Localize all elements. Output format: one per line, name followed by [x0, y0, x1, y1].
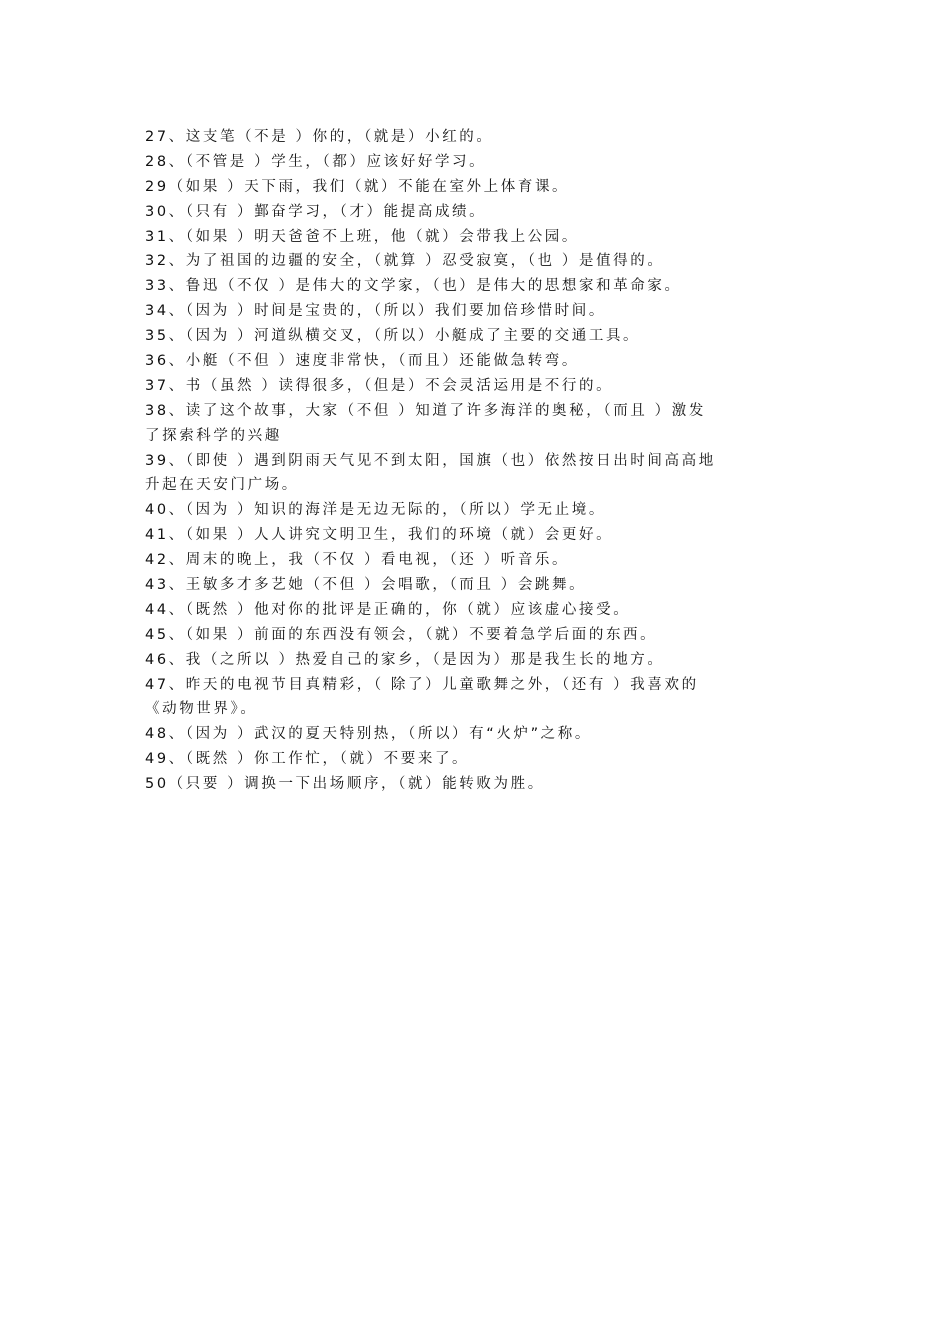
exercise-line-47-continued: 《动物世界》。	[145, 701, 258, 718]
exercise-line-46: 46、我（之所以 ）热爱自己的家乡，（是因为）那是我生长的地方。	[145, 651, 665, 668]
exercise-line-42: 42、周末的晚上，我（不仅 ）看电视，（还 ）听音乐。	[145, 552, 570, 569]
exercise-line-40: 40、（因为 ）知识的海洋是无边无际的，（所以）学无止境。	[145, 502, 606, 519]
exercise-line-38: 38、读了这个故事，大家（不但 ）知道了许多海洋的奥秘，（而且 ）激发	[145, 402, 706, 419]
exercise-line-41: 41、（如果 ）人人讲究文明卫生，我们的环境（就）会更好。	[145, 527, 614, 544]
exercise-line-36: 36、小艇（不但 ）速度非常快，（而且）还能做急转弯。	[145, 353, 580, 370]
exercise-line-35: 35、（因为 ）河道纵横交叉，（所以）小艇成了主要的交通工具。	[145, 328, 641, 345]
exercise-line-50: 50（只要 ）调换一下出场顺序，（就）能转败为胜。	[145, 776, 545, 793]
exercise-line-45: 45、（如果 ）前面的东西没有领会，（就）不要着急学后面的东西。	[145, 626, 658, 643]
exercise-line-30: 30、（只有 ）鄞奋学习，（才）能提高成绩。	[145, 203, 487, 220]
exercise-line-33: 33、鲁迅（不仅 ）是伟大的文学家，（也）是伟大的思想家和革命家。	[145, 278, 682, 295]
exercise-line-43: 43、王敏多才多艺她（不但 ）会唱歌，（而且 ）会跳舞。	[145, 577, 587, 594]
exercise-line-47: 47、昨天的电视节目真精彩，（ 除了）儿童歌舞之外，（还有 ）我喜欢的	[145, 676, 699, 693]
exercise-line-48: 48、（因为 ）武汉的夏天特别热，（所以）有“火炉”之称。	[145, 726, 592, 743]
exercise-line-28: 28、（不管是 ）学生，（都）应该好好学习。	[145, 153, 487, 170]
exercise-line-39: 39、（即使 ）遇到阴雨天气见不到太阳，国旗（也）依然按日出时间高高地	[145, 452, 716, 469]
exercise-line-32: 32、为了祖国的边疆的安全，（就算 ）忍受寂寞，（也 ）是值得的。	[145, 253, 665, 270]
exercise-line-29: 29（如果 ）天下雨，我们（就）不能在室外上体育课。	[145, 178, 570, 195]
exercise-line-34: 34、（因为 ）时间是宝贵的，（所以）我们要加倍珍惜时间。	[145, 303, 606, 320]
exercise-line-49: 49、（既然 ）你工作忙，（就）不要来了。	[145, 751, 470, 768]
exercise-line-37: 37、书（虽然 ）读得很多，（但是）不会灵活运用是不行的。	[145, 377, 614, 394]
exercise-list	[145, 125, 810, 797]
exercise-line-44: 44、（既然 ）他对你的批评是正确的，你（就）应该虚心接受。	[145, 601, 631, 618]
exercise-line-31: 31、（如果 ）明天爸爸不上班，他（就）会带我上公园。	[145, 228, 580, 245]
exercise-line-27: 27、这支笔（不是 ）你的，（就是）小红的。	[145, 129, 494, 145]
exercise-line-39-continued: 升起在天安门广场。	[145, 477, 299, 494]
exercise-line-38-continued: 了探索科学的兴趣	[145, 427, 282, 444]
